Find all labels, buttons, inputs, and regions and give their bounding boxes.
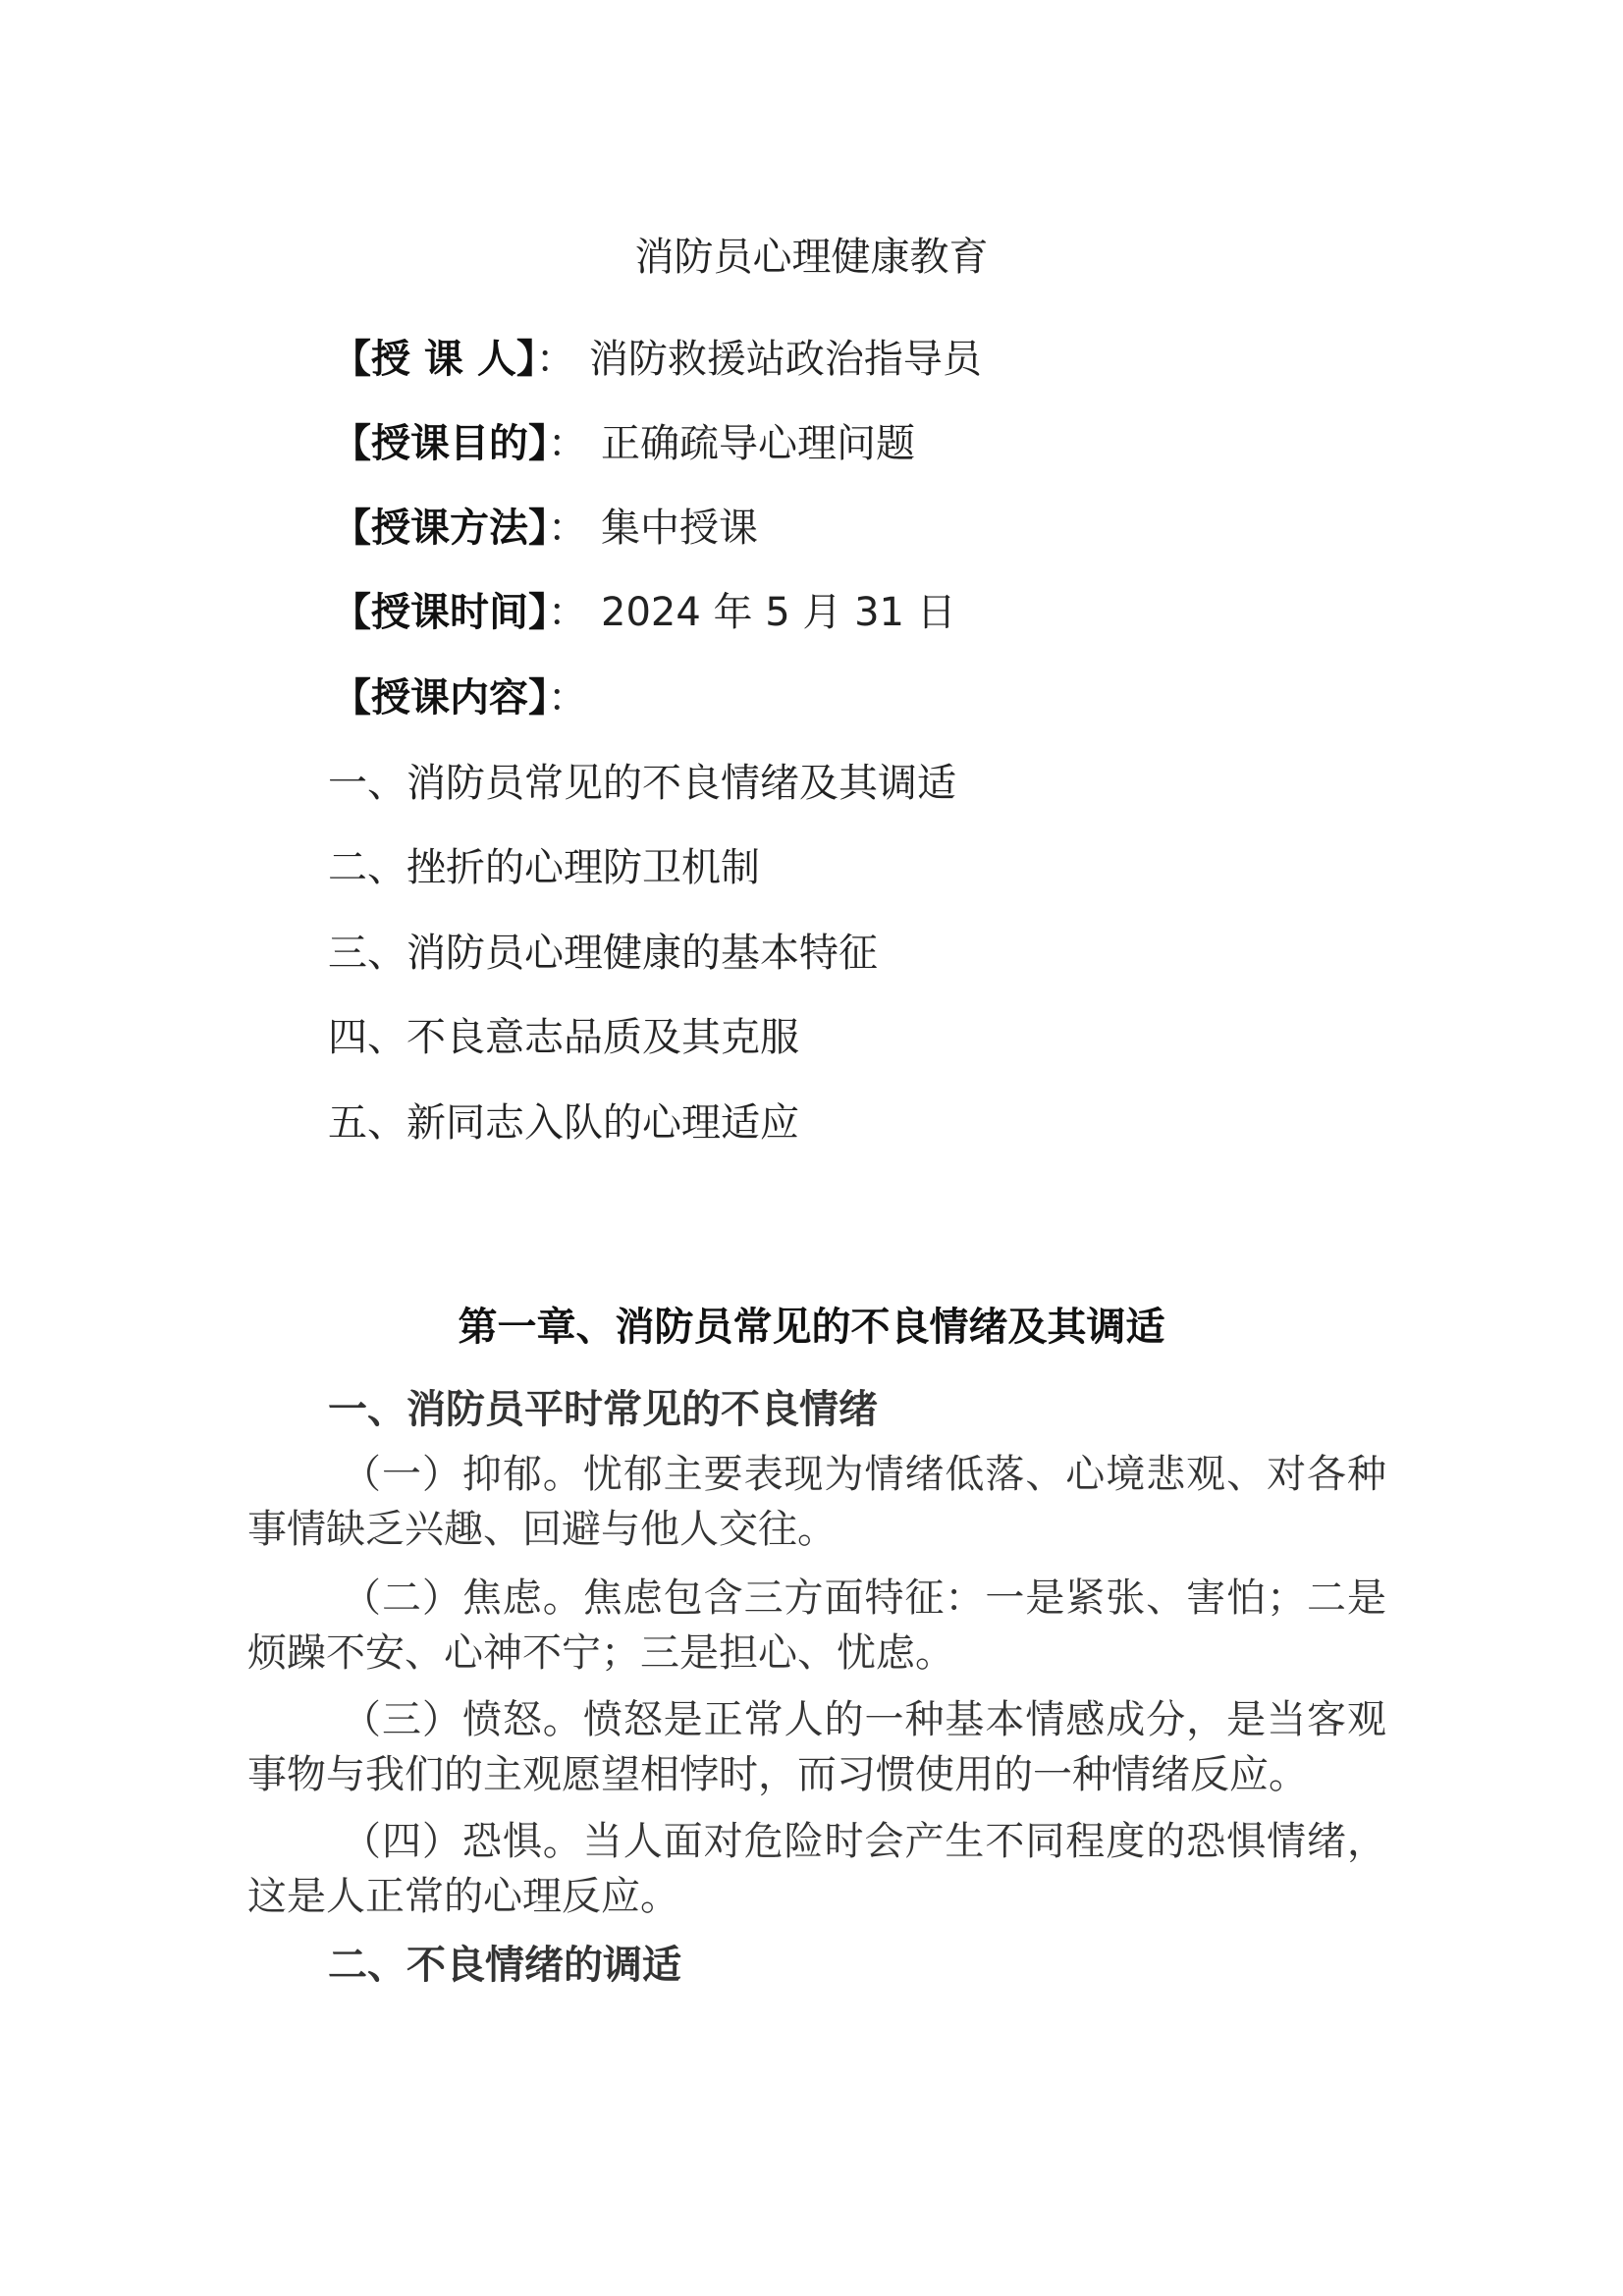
paragraph-anxiety: （二）焦虑。焦虑包含三方面特征：一是紧张、害怕；二是烦躁不安、心神不宁；三是担心、忧虑。 — [247, 1575, 1386, 1676]
toc-item: 二、挫折的心理防卫机制 — [328, 845, 760, 890]
paragraph-fear: （四）恐惧。当人面对危险时会产生不同程度的恐惧情绪，这是人正常的心理反应。 — [247, 1819, 1386, 1919]
chapter-title: 第一章、消防员常见的不良情绪及其调适 — [458, 1305, 1165, 1350]
meta-separator: ： — [535, 337, 575, 382]
meta-label: 【授课方法】 — [332, 506, 548, 551]
section-heading: 二、不良情绪的调适 — [328, 1943, 681, 1988]
meta-value: 2024 年 5 月 31 日 — [601, 590, 956, 635]
meta-separator: ： — [548, 590, 587, 635]
toc-item: 五、新同志入队的心理适应 — [328, 1100, 799, 1146]
section-heading: 一、消防员平时常见的不良情绪 — [328, 1387, 878, 1432]
meta-method — [332, 503, 758, 554]
meta-content — [332, 672, 601, 723]
meta-label: 【授课目的】 — [332, 421, 548, 466]
meta-value: 正确疏导心理问题 — [601, 421, 915, 466]
meta-label: 【授课内容】 — [332, 675, 548, 721]
toc-item: 一、消防员常见的不良情绪及其调适 — [328, 761, 956, 806]
paragraph-depression: （一）抑郁。忧郁主要表现为情绪低落、心境悲观、对各种事情缺乏兴趣、回避与他人交往。 — [247, 1452, 1386, 1552]
meta-value: 消防救援站政治指导员 — [588, 337, 982, 382]
meta-separator: ： — [548, 421, 587, 466]
meta-time — [332, 587, 956, 638]
meta-purpose — [332, 418, 915, 469]
meta-label: 【授课时间】 — [332, 590, 548, 635]
meta-separator: ： — [548, 675, 587, 721]
paragraph-anger: （三）愤怒。愤怒是正常人的一种基本情感成分，是当客观事物与我们的主观愿望相悖时，而习惯使用的一种情绪反应。 — [247, 1697, 1386, 1797]
toc-item: 四、不良意志品质及其克服 — [328, 1015, 799, 1060]
toc-item: 三、消防员心理健康的基本特征 — [328, 931, 878, 976]
document-title: 消防员心理健康教育 — [634, 235, 989, 280]
meta-instructor — [332, 334, 982, 385]
meta-label: 【授 课 人】 — [332, 337, 536, 382]
meta-value: 集中授课 — [601, 506, 758, 551]
meta-separator: ： — [548, 506, 587, 551]
